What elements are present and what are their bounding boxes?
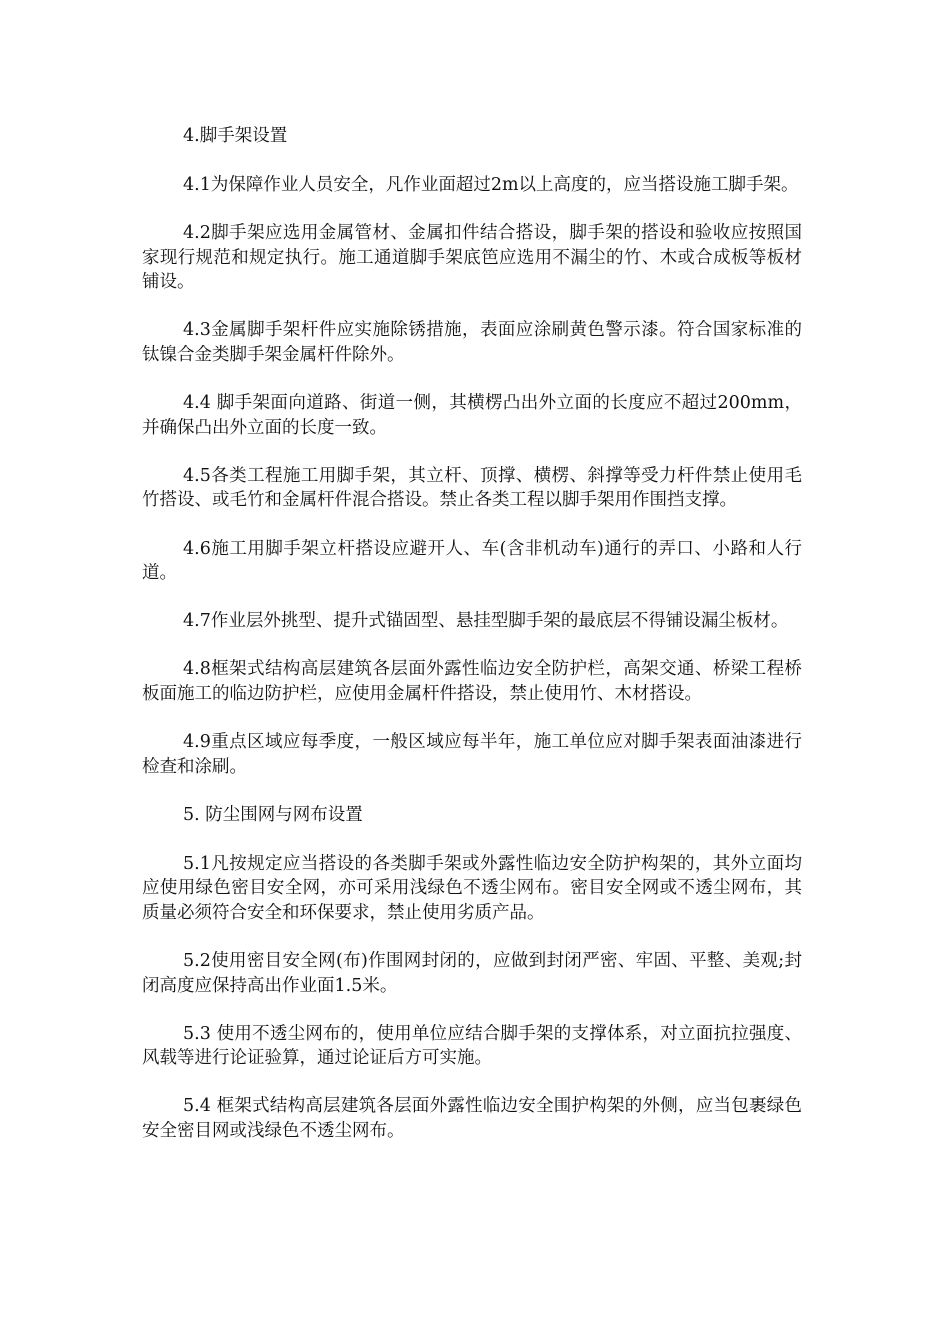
section-heading-4: 4.脚手架设置 (183, 126, 288, 146)
paragraph-4-4: 4.4 脚手架面向道路、街道一侧，其横楞凸出外立面的长度应不超过200mm，并确保凸出外立面的长度一致。 (142, 393, 802, 438)
paragraph-5-3: 5.3 使用不透尘网布的，使用单位应结合脚手架的支撑体系，对立面抗拉强度、风载等进行论证验算，通过论证后方可实施。 (142, 1023, 802, 1069)
paragraph-4-3: 4.3金属脚手架杆件应实施除锈措施，表面应涂刷黄色警示漆。符合国家标准的钛镍合金类脚手架金属杆件除外。 (142, 320, 802, 366)
paragraph-5-4: 5.4 框架式结构高层建筑各层面外露性临边安全围护构架的外侧，应当包裹绿色安全密目网或浅绿色不透尘网布。 (142, 1096, 802, 1142)
paragraph-5-2: 5.2使用密目安全网(布)作围网封闭的，应做到封闭严密、牢固、平整、美观;封闭高度应保持高出作业面1.5米。 (142, 951, 802, 996)
paragraph-5-1: 5.1凡按规定应当搭设的各类脚手架或外露性临边安全防护构架的，其外立面均应使用绿色密目安全网，亦可采用浅绿色不透尘网布。密目安全网或不透尘网布，其质量必须符合安全和环保要求，禁止使用劣质产品。 (142, 853, 802, 923)
paragraph-4-7: 4.7作业层外挑型、提升式锚固型、悬挂型脚手架的最底层不得铺设漏尘板材。 (183, 611, 789, 632)
section-heading-5: 5. 防尘围网与网布设置 (183, 804, 363, 825)
paragraph-4-8: 4.8框架式结构高层建筑各层面外露性临边安全防护栏，高架交通、桥梁工程桥板面施工的临边防护栏，应使用金属杆件搭设，禁止使用竹、木材搭设。 (142, 659, 802, 704)
paragraph-4-1: 4.1为保障作业人员安全，凡作业面超过2m以上高度的，应当搭设施工脚手架。 (183, 175, 799, 196)
paragraph-4-9: 4.9重点区域应每季度，一般区域应每半年，施工单位应对脚手架表面油漆进行检查和涂刷。 (142, 732, 802, 777)
paragraph-4-2: 4.2脚手架应选用金属管材、金属扣件结合搭设，脚手架的搭设和验收应按照国家现行规范和规定执行。施工通道脚手架底笆应选用不漏尘的竹、木或合成板等板材铺设。 (142, 223, 802, 293)
paragraph-4-6: 4.6施工用脚手架立杆搭设应避开人、车(含非机动车)通行的弄口、小路和人行道。 (142, 538, 802, 584)
paragraph-4-5: 4.5各类工程施工用脚手架，其立杆、顶撑、横楞、斜撑等受力杆件禁止使用毛竹搭设、或毛竹和金属杆件混合搭设。禁止各类工程以脚手架用作围挡支撑。 (142, 465, 802, 511)
document-body (142, 124, 802, 1167)
